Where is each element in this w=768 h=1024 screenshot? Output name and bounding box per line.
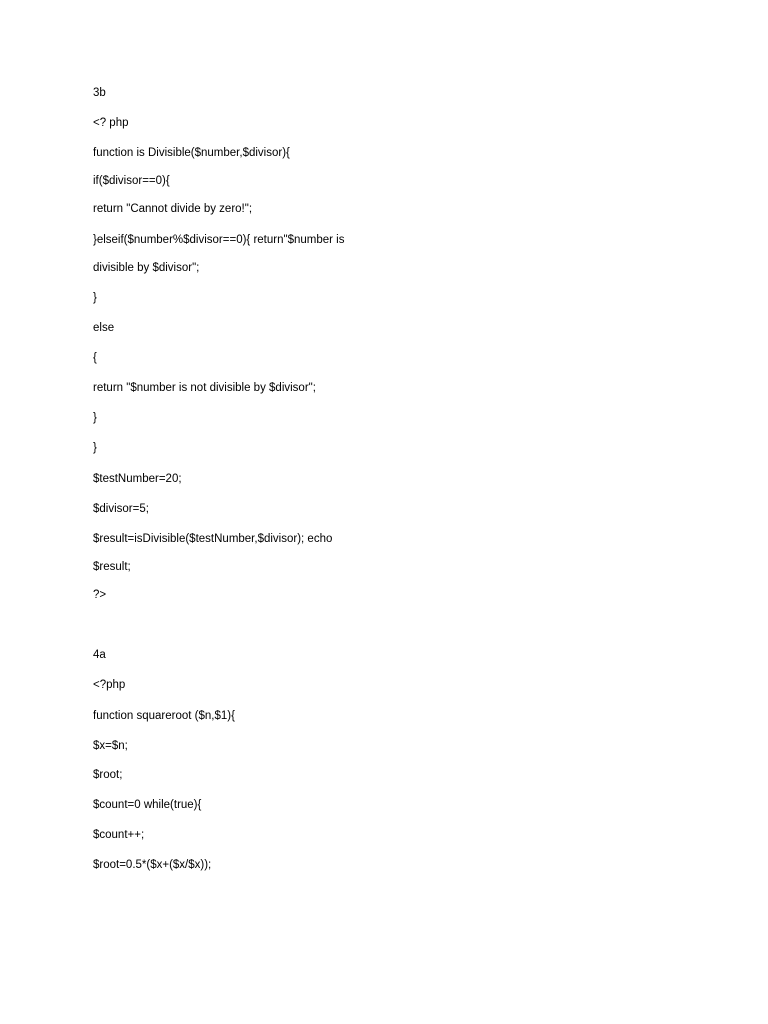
code-line: function is Divisible($number,$divisor){ [93,147,290,159]
code-line: } [93,292,97,304]
code-line: divisible by $divisor"; [93,262,200,274]
section-heading-3b: 3b [93,87,106,99]
code-line: <? php [93,117,129,129]
code-line: function squareroot ($n,$1){ [93,710,235,722]
code-line: return "$number is not divisible by $divisor"; [93,382,316,394]
code-line: }elseif($number%$divisor==0){ return"$number is [93,234,345,246]
code-line: $divisor=5; [93,503,149,515]
code-line: $x=$n; [93,740,128,752]
code-line: ?> [93,589,107,601]
code-line: if($divisor==0){ [93,175,170,187]
code-line: $result=isDivisible($testNumber,$divisor); echo [93,533,333,545]
code-line: $count++; [93,829,145,841]
code-line: $testNumber=20; [93,473,182,485]
section-heading-4a: 4a [93,649,106,661]
code-line: else [93,322,115,334]
code-line: } [93,412,97,424]
code-line: $count=0 while(true){ [93,799,202,811]
code-line: $result; [93,561,131,573]
code-line: $root; [93,769,123,781]
code-line: $root=0.5*($x+($x/$x)); [93,859,212,871]
code-line: { [93,352,97,364]
code-line: return "Cannot divide by zero!"; [93,203,253,215]
code-line: <?php [93,679,126,691]
code-line: } [93,442,97,454]
